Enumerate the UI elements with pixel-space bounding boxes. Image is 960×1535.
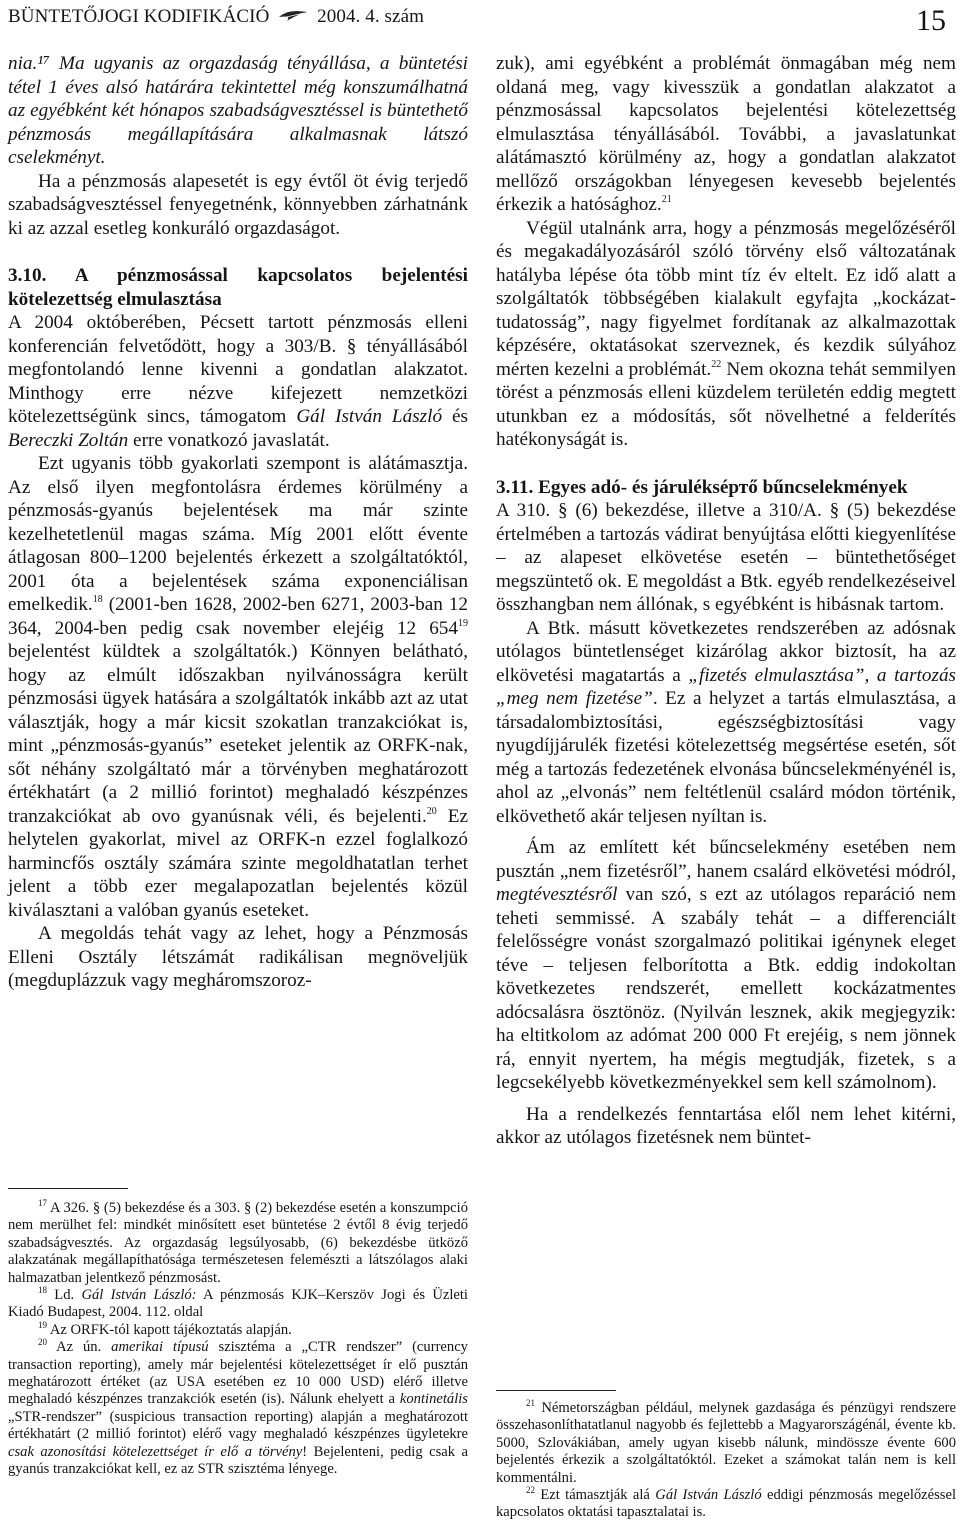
page-header: [8, 4, 952, 40]
author-name: Bereczki Zoltán: [8, 429, 129, 451]
paragraph-closing: Ha a rendelkezés fenntartása elől nem lehet kitérni, akkor az utólagos fizetésnek nem büntet-: [496, 1103, 956, 1148]
footnote-ref-20: 20: [426, 805, 437, 817]
footnote-divider: [496, 1390, 616, 1391]
paragraph-conference: A 2004 októberében, Pécsett tartott pénzmosás elleni konferencián felvetődött, hogy a 303/B. § tényállásából megfontolandó lenne kivenni a gondatlan alakzatot. Minthogy erre nézve kifejezett nemzetközi kötelezettségünk sincs, támogatom Gál István László és Bereczki Zoltán erre vonatkozó javaslatát.: [8, 312, 469, 451]
paragraph-continuation: zuk), ami egyébként a problémát önmagában még nem oldaná meg, vagy kivesszük a gondatlan alakzatot a pénzmosással kapcsolatos bejelentési kötelezettség elmulasztása tényállásából. További, a javaslatunkat alátámasztó körülmény az, hogy a gondatlan alakzatot mellőző országokban lényegesen kevesebb bejelentés érkezik a hatósághoz.$^{21}$: [496, 53, 956, 215]
paragraph-awareness: Végül utalnánk arra, hogy a pénzmosás megelőzéséről és megakadályozásáról szóló törvény első változatának hatályba lépése óta több mint tíz év eltelt. Ez idő alatt a szolgáltatók többségében kialakult egyfajta „kockázat-tudatosság”, nagy figyelmet fordítanak az alkalmazottak képzésére, oktatásokat szerveznek, és kezdik súlyához mérten kezelni a problémát.$^{22}$ Nem okozna tehát semmilyen törést a pénzmosás elleni küzdelem területén eddig megtett utunkban ez a módosítás, sőt növelhetné a felderítés hatékonyságát is.: [496, 217, 957, 450]
running-title: BÜNTETŐJOGI KODIFIKÁCIÓ: [8, 6, 270, 27]
footnote-divider: [8, 1188, 128, 1189]
right-column: [496, 52, 956, 1150]
paragraph-intro: nia.¹⁷ Ma ugyanis az orgazdaság tényállása, a büntetési tétel 1 éves alsó határára tekintettel még konszumálhatná az egyébként két hónapos szabadságvesztéssel is büntethető pénzmosás megállapítására alkalmasnak látszó cselekményt.: [8, 53, 468, 168]
paragraph-alapeset: Ha a pénzmosás alapesetét is egy évtől öt évig terjedő szabadságvesztéssel fenyegetnénk, könnyebben zárhatnánk ki az azzal esetleg konkuráló orgazdaságot.: [8, 170, 468, 239]
footnote-ref-22: 22: [711, 358, 722, 370]
paragraph-fraud: Ám az említett két bűncselekmény esetében nem pusztán „nem fizetésről”, hanem csalárd elkövetési módról, megtévesztésről van szó, s ezt az utólagos reparáció nem teheti semmissé. A szabály tehát – a differenciált felelősségre vonást szorgalmazó politikai igénynek eleget téve – teljesen felborította a Btk. eddig indokoltan következetes rendszerét, emellett kockázatmentes adócsalásra ösztönöz. (Nyilván lesznek, akik megjegyzik: ha eltitkolom az adómat 200 000 Ft erejéig, s nem jönnek rá, ennyit nyertem, ha mégis megtudják, fizetek, s a legcsekélyebb következményekkel sem kell számolnom).: [496, 837, 957, 1093]
section-heading-3-10: 3.10. A pénzmosással kapcsolatos bejelentési kötelezettség elmulasztása: [8, 265, 468, 310]
footnote-18: $^{18}$ Ld. Gál István László: A pénzmosás KJK–Kerszöv Jogi és Üzleti Kiadó Budapest, 2004. 112. oldal: [8, 1285, 468, 1321]
paragraph-statistics: Ezt ugyanis több gyakorlati szempont is alátámasztja. Az első ilyen megfontolásra érdemes körülmény a pénzmosás-gyanús bejelentések ma már szinte kezelhetetlenül magas száma. Míg 2001 előtt évente átlagosan 800–1200 bejelentés érkezett a szolgáltatóktól, 2001 óta a bejelentések száma exponenciálisan emelkedik.$^{18}$ (2001-ben 1628, 2002-ben 6271, 2003-ban 12 364, 2004-ben pedig csak november elejéig 12 $654^{19}$ bejelentést küldtek a szolgáltatók.) Könnyen belátható, hogy az elmúlt időszakban nyilvánosságra került pénzmosási ügyek hatására a szolgáltatók inkább azt az utat választják, hogy a már kicsit szokatlan tranzakciókat is, mint „pénzmosás-gyanús” eseteket jelentik az ORFK-nak, sőt néhány szolgáltató már a törvényben meghatározott értékhatárt (a 2 millió forintot) meghaladó készpénzes tranzakciókat ab ovo gyanúsnak véli, és bejelenti.$^{20}$ Ez helytelen gyakorlat, mivel az ORFK-n ezzel foglalkozó harmincfős osztály számára szinte megoldhatatlan terhet jelent a több ezer megalapozatlan bejelentés közül kiválasztani a valóban gyanús eseteket.: [8, 453, 469, 921]
footnote-ref-18: 18: [92, 594, 103, 605]
paragraph-310: A 310. § (6) bekezdése, illetve a 310/A. § (5) bekezdése értelmében a tartozás vádirat benyújtása előtti kiegyenlítése – az alapeset elkövetése esetén – büntethetőséget megszüntető ok. E megoldást a Btk. egyéb rendelkezéseivel összhangban nem állónak, s egyébként is hibásnak tartom.: [496, 500, 956, 615]
author-name: Gál István László: [296, 406, 443, 427]
quill-ornament-icon: [278, 7, 308, 29]
left-column: [8, 52, 468, 993]
footnote-21: $^{21}$ Németországban például, melynek gazdasága és pénzügyi rendszere összehasonlíthatatlanul nagyobb és fejlettebb a Magyarországénál, évente kb. 5000, Szlovákiában, amely ugyan kisebb nálunk, mindössze évente 600 bejelentés érkezik a szolgáltatóktól. Ezeket a számokat talán nem is kell kommentálni.: [496, 1398, 956, 1486]
footnote-19: $^{19}$ Az ORFK-tól kapott tájékoztatás alapján.: [38, 1319, 292, 1338]
footnotes-right: [496, 1400, 956, 1522]
footnote-22: $^{22}$ Ezt támasztják alá Gál István László eddigi pénzmosás megelőzéssel kapcsolatos oktatási tapasztalatai is.: [496, 1485, 957, 1521]
paragraph-btk: A Btk. másutt következetes rendszerében az adósnak utólagos büntetlenséget kizárólag akkor biztosít, ha az elkövetési magatartás a „fizetés elmulasztása”, a tartozás „meg nem fizetése”. Ez a helyzet a tartás elmulasztása, a társadalombiztosítási, egészségbiztosítási vagy nyugdíjjárulék fizetési kötelezettség megsértése esetén, sőt még a tartozás fedezetének elvonása bűncselekményénél is, ahol az „elvonás” nem feltétlenül csalárd módon történik, elkövethető akár teljesen nyíltan is.: [496, 617, 956, 827]
issue-label: 2004. 4. szám: [317, 6, 424, 27]
footnote-ref-21: 21: [661, 194, 672, 205]
footnote-17: $^{17}$ A 326. § (5) bekezdése és a 303. § (2) bekezdése esetén a konszumpció nem merülhet fel: mindkét minősített eset büntetése 2 évtől 8 évig terjedő szabadságvesztés. Az orgazdaság legsúlyosabb, (6) bekezdésbe ütköző alakzatának megállapíthatósága természetesen felemészti a látszólagos alaki halmazatban jelentkező pénzmosást.: [8, 1198, 468, 1286]
footnote-ref-19: 19: [458, 617, 468, 629]
paragraph-solution: A megoldás tehát vagy az lehet, hogy a Pénzmosás Elleni Osztály létszámát radikálisan megnöveljük (megduplázzuk vagy megháromszoroz-: [8, 923, 468, 991]
footnote-20: $^{20}$ Az ún. amerikai típusú szisztéma a „CTR rendszer” (currency transaction reporting), amely már bejelentési kötelezettséget ír elő pusztán meghatározott értéket (az USA esetében ez 10 000 USD) elérő illetve meghaladó készpénzes tranzakciók esetén (is). Nálunk ehelyett a kontinetális „STR-rendszer” (suspicious transaction reporting) alapján a meghatározott értékhatárt (2 millió forintot) elérő vagy meghaladó készpénzes ügyletekre csak azonosítási kötelezettséget ír elő a törvény! Bejelenteni, pedig csak a gyanús tranzakciókat kell, ez az STR szisztéma lényege.: [8, 1337, 469, 1478]
section-heading-3-11: 3.11. Egyes adó- és járulékséртő bűncselekmények: [496, 476, 908, 498]
page-number: 15: [916, 4, 946, 37]
footnotes-left: [8, 1200, 468, 1479]
running-header: [8, 6, 424, 29]
